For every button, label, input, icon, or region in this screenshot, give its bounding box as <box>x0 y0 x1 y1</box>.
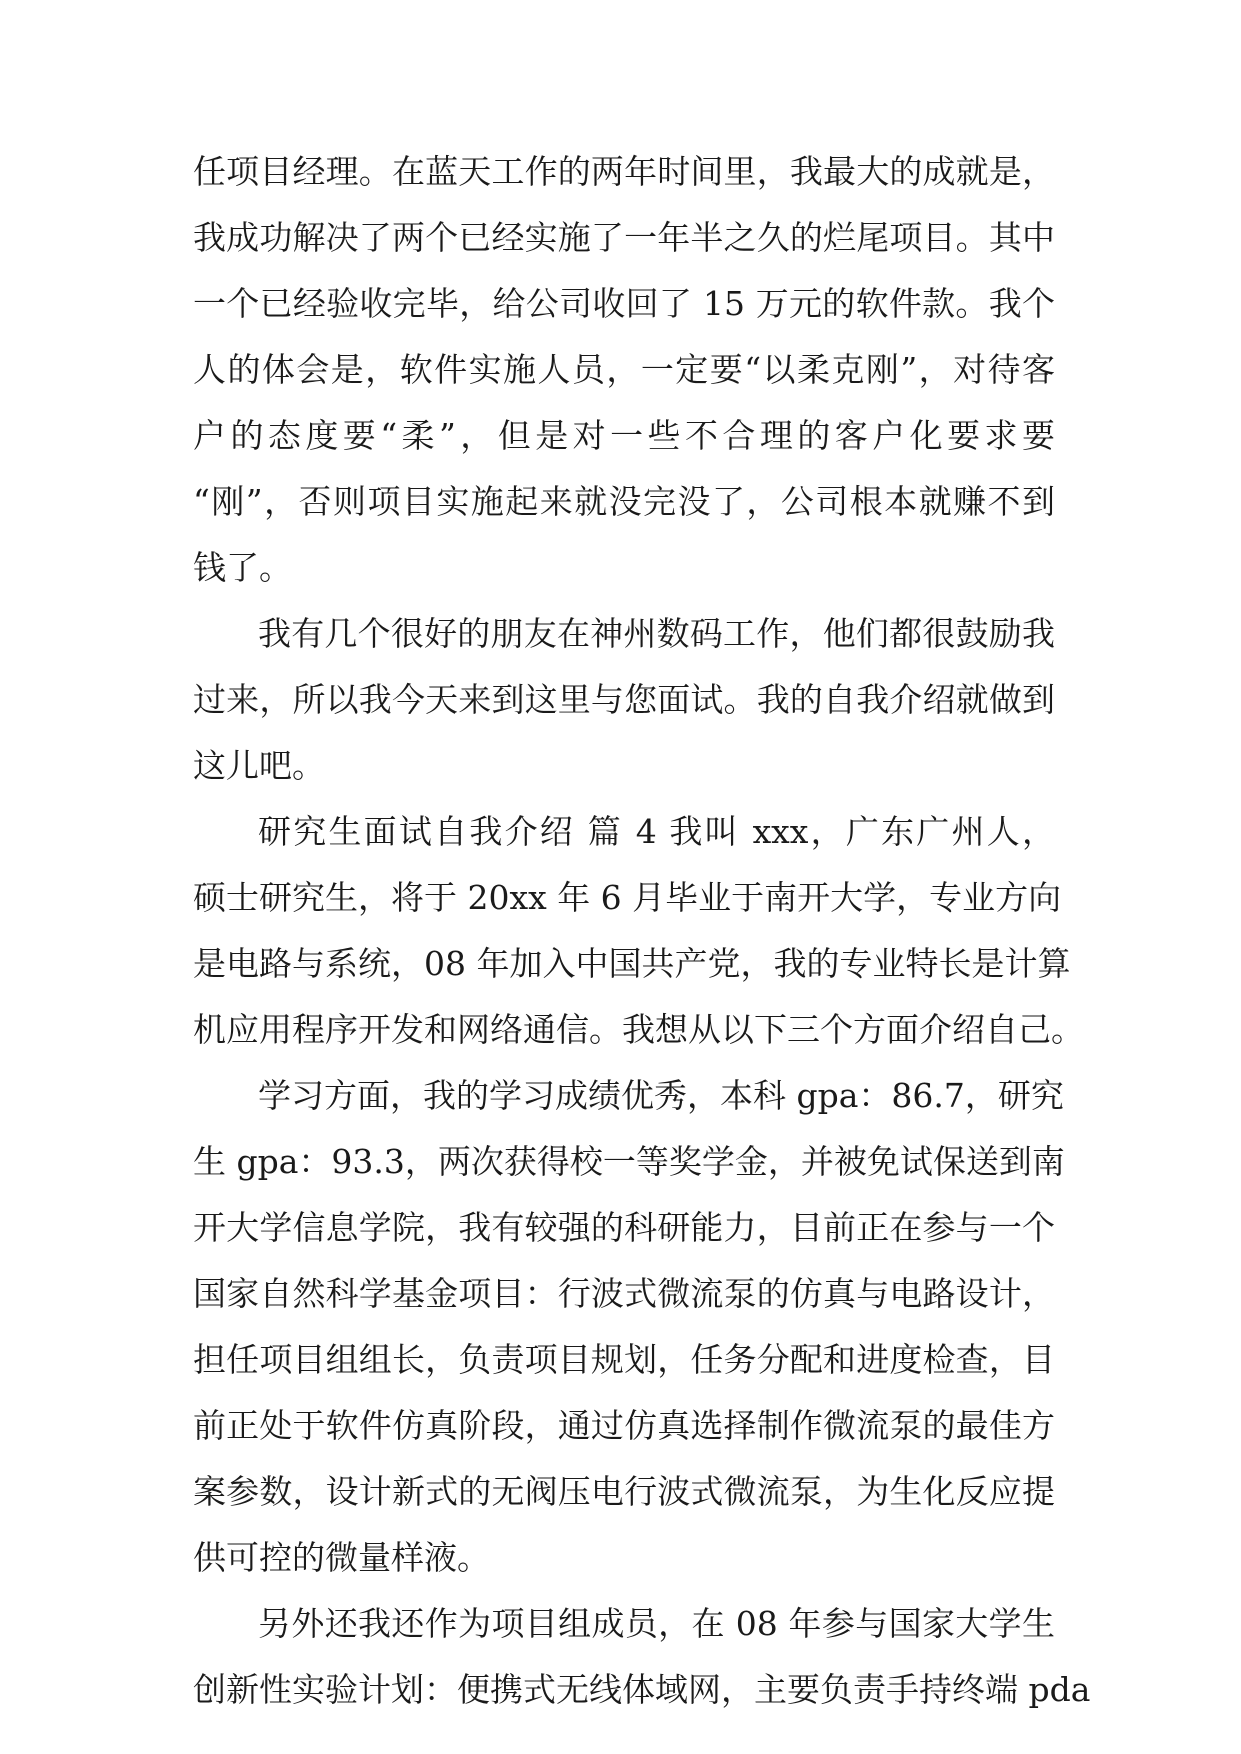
text-line-2: 我成功解决了两个已经实施了一年半之久的烂尾项目。其中 <box>193 218 1055 257</box>
text-line-23: 另外还我还作为项目组成员，在 08 年参与国家大学生 <box>258 1604 1055 1643</box>
text-line-16: 生 gpa：93.3，两次获得校一等奖学金，并被免试保送到南 <box>193 1142 1065 1181</box>
text-line-14: 机应用程序开发和网络通信。我想从以下三个方面介绍自己。 <box>193 1010 1084 1049</box>
text-line-7: 钱了。 <box>193 548 292 587</box>
text-line-22: 供可控的微量样液。 <box>193 1538 490 1577</box>
text-line-24: 创新性实验计划：便携式无线体域网，主要负责手持终端 pda <box>193 1670 1091 1709</box>
text-line-5: 户的态度要“柔”，但是对一些不合理的客户化要求要 <box>193 416 1055 455</box>
text-line-4: 人的体会是，软件实施人员，一定要“以柔克刚”，对待客 <box>193 350 1055 389</box>
text-line-20: 前正处于软件仿真阶段，通过仿真选择制作微流泵的最佳方 <box>193 1406 1055 1445</box>
text-line-18: 国家自然科学基金项目：行波式微流泵的仿真与电路设计， <box>193 1274 1055 1313</box>
section-heading-line: 研究生面试自我介绍 篇 4 我叫 xxx，广东广州人， <box>258 812 1055 851</box>
text-line-21: 案参数，设计新式的无阀压电行波式微流泵，为生化反应提 <box>193 1472 1055 1511</box>
text-line-17: 开大学信息学院，我有较强的科研能力，目前正在参与一个 <box>193 1208 1055 1247</box>
text-line-15: 学习方面，我的学习成绩优秀，本科 gpa：86.7，研究 <box>258 1076 1064 1115</box>
text-line-6: “刚”，否则项目实施起来就没完没了，公司根本就赚不到 <box>193 482 1055 521</box>
text-line-9: 过来，所以我今天来到这里与您面试。我的自我介绍就做到 <box>193 680 1055 719</box>
text-line-13: 是电路与系统，08 年加入中国共产党，我的专业特长是计算 <box>193 944 1071 983</box>
text-line-1: 任项目经理。在蓝天工作的两年时间里，我最大的成就是， <box>193 152 1055 191</box>
text-line-12: 硕士研究生，将于 20xx 年 6 月毕业于南开大学，专业方向 <box>193 878 1062 917</box>
text-line-10: 这儿吧。 <box>193 746 325 785</box>
text-line-3: 一个已经验收完毕，给公司收回了 15 万元的软件款。我个 <box>193 284 1055 323</box>
text-line-8: 我有几个很好的朋友在神州数码工作，他们都很鼓励我 <box>258 614 1055 653</box>
text-line-19: 担任项目组组长，负责项目规划，任务分配和进度检查，目 <box>193 1340 1055 1379</box>
